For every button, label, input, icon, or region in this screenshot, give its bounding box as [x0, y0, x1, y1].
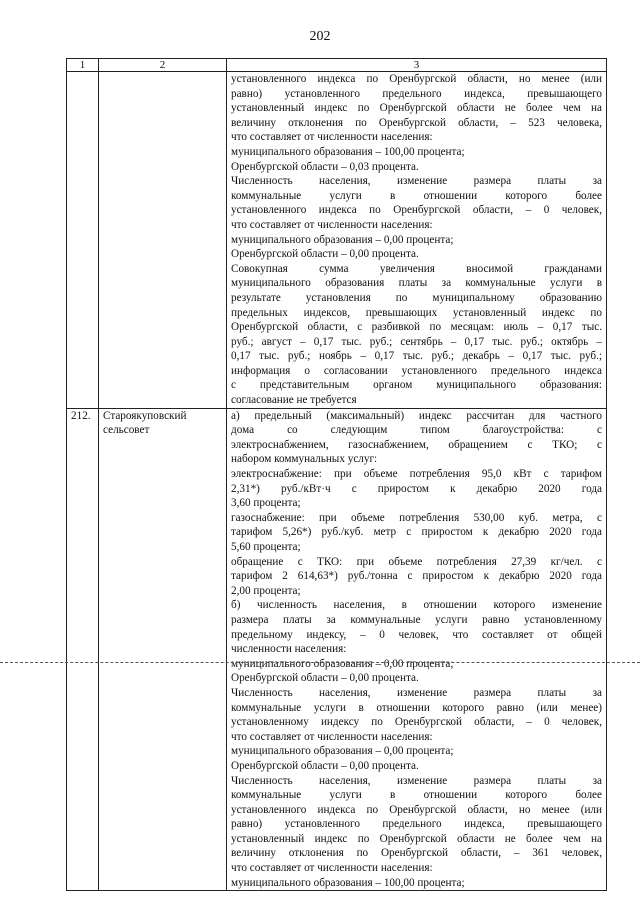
text-line: что составляет от численности населения: [231, 131, 433, 144]
text-line: предельных индексов, превышающих установленный индекс по [231, 306, 602, 319]
text-line: муниципального образования – 0,00 процента; [231, 657, 454, 670]
municipality-name-line: сельсовет [103, 424, 150, 437]
content-table [66, 58, 607, 891]
text-line: Совокупная сумма увеличения вносимой гражданами [231, 262, 602, 275]
text-line: что составляет от численности населения: [231, 862, 433, 875]
column-header-2: 2 [99, 59, 227, 72]
municipality-name-line: Староякуповский [103, 409, 187, 422]
text-line: информация о согласовании установленного предельного индекса [231, 364, 602, 377]
text-line: размера платы за коммунальные услуги равно установленному [231, 613, 602, 626]
row-number-cell [67, 72, 99, 409]
text-line: 2,00 процента; [231, 584, 301, 597]
text-line: установленный индекс по Оренбургской области не более чем на [231, 102, 602, 115]
page-number: 202 [309, 29, 331, 44]
text-line: 0,17 тыс. руб.; ноябрь – 0,17 тыс. руб.; декабрь – 0,17 тыс. руб.; [231, 350, 602, 363]
text-line: 2,31*) руб./кВт·ч с приростом к декабрю 2020 года [231, 482, 602, 495]
column-header-3: 3 [227, 59, 607, 72]
text-line: установленного индекса по Оренбургской области, – 0 человек, [231, 204, 602, 217]
text-line: с представительным органом муниципального образования: [231, 379, 602, 392]
text-line: Численность населения, изменение размера платы за [231, 175, 602, 188]
text-line: что составляет от численности населения: [231, 730, 433, 743]
column-header-1: 1 [67, 59, 99, 72]
text-line: что составляет от численности населения: [231, 218, 433, 231]
text-line: предельному индексу, – 0 человек, что составляет от общей [231, 628, 602, 641]
text-line: 3,60 процента; [231, 497, 301, 510]
text-line: Оренбургской области – 0,00 процента. [231, 672, 419, 685]
text-line: руб.; август – 0,17 тыс. руб.; сентябрь – 0,17 тыс. руб.; октябрь – [231, 335, 602, 348]
text-line: газоснабжение: при объеме потребления 530,00 куб. метра, с [231, 511, 602, 524]
text-line: Оренбургской области, с разбивкой по месяцам: июль – 0,17 тыс. [231, 321, 602, 334]
text-line: набором коммунальных услуг: [231, 453, 378, 466]
text-line: дома со следующим типом благоустройства: с [231, 424, 602, 437]
text-line: величину отклонения по Оренбургской области, – 523 человека, [231, 116, 602, 129]
text-line: установленный индекс по Оренбургской области не более чем на [231, 832, 602, 845]
text-line: Численность населения, изменение размера платы за [231, 774, 602, 787]
text-line: а) предельный (максимальный) индекс рассчитан для частного [231, 409, 602, 422]
text-line: численности населения: [231, 643, 347, 656]
text-line: электроснабжением, газоснабжением, обращением с ТКО; с [231, 438, 602, 451]
table-header-row [67, 59, 607, 72]
text-line: величину отклонения по Оренбургской области, – 361 человек, [231, 847, 602, 860]
text-line: коммунальные услуги в отношении которого более [231, 189, 602, 202]
text-line: равно) установленного предельного индекса, превышающего [231, 87, 602, 100]
table-row-212 [67, 408, 607, 891]
text-line: муниципального образования платы за коммунальные услуги в [231, 277, 602, 290]
text-line: Численность населения, изменение размера платы за [231, 686, 602, 699]
text-line: коммунальные услуги в отношении которого более [231, 789, 602, 802]
table-row-continued [67, 72, 607, 409]
text-line: тарифом 5,26*) руб./куб. метр с приростом к декабрю 2020 года [231, 526, 602, 539]
row-number-cell: 212. [67, 408, 99, 891]
text-line: муниципального образования – 100,00 процента; [231, 876, 465, 889]
text-line: б) численность населения, в отношении которого изменение [231, 599, 602, 612]
municipality-cell [99, 408, 227, 891]
text-line: муниципального образования – 0,00 процента; [231, 745, 454, 758]
text-line: коммунальные услуги в отношении которого равно (или менее) [231, 701, 602, 714]
text-line: Оренбургской области – 0,00 процента. [231, 248, 419, 261]
text-line: обращение с ТКО: при объеме потребления 27,39 кг/чел. с [231, 555, 602, 568]
text-line: согласование не требуется [231, 394, 357, 407]
text-line: установленному индексу по Оренбургской области, – 0 человек, [231, 716, 602, 729]
text-line: тарифом 2 614,63*) руб./тонна с приростом к декабрю 2020 года [231, 570, 602, 583]
description-cell [227, 408, 607, 891]
scan-cut-line [0, 662, 640, 663]
text-line: Оренбургской области – 0,03 процента. [231, 160, 419, 173]
text-line: установленного индекса по Оренбургской области, но менее (или [231, 803, 602, 816]
text-line: результате установления по муниципальному образованию [231, 291, 602, 304]
text-line: электроснабжение: при объеме потребления 95,0 кВт с тарифом [231, 468, 602, 481]
text-line: муниципального образования – 100,00 процента; [231, 145, 465, 158]
text-line: 5,60 процента; [231, 541, 301, 553]
description-cell [227, 72, 607, 409]
text-line: муниципального образования – 0,00 процента; [231, 233, 454, 246]
text-line: установленного индекса по Оренбургской области, но менее (или [231, 73, 602, 85]
text-line: равно) установленного предельного индекса, превышающего [231, 818, 602, 831]
municipality-cell [99, 72, 227, 409]
text-line: Оренбургской области – 0,00 процента. [231, 759, 419, 772]
